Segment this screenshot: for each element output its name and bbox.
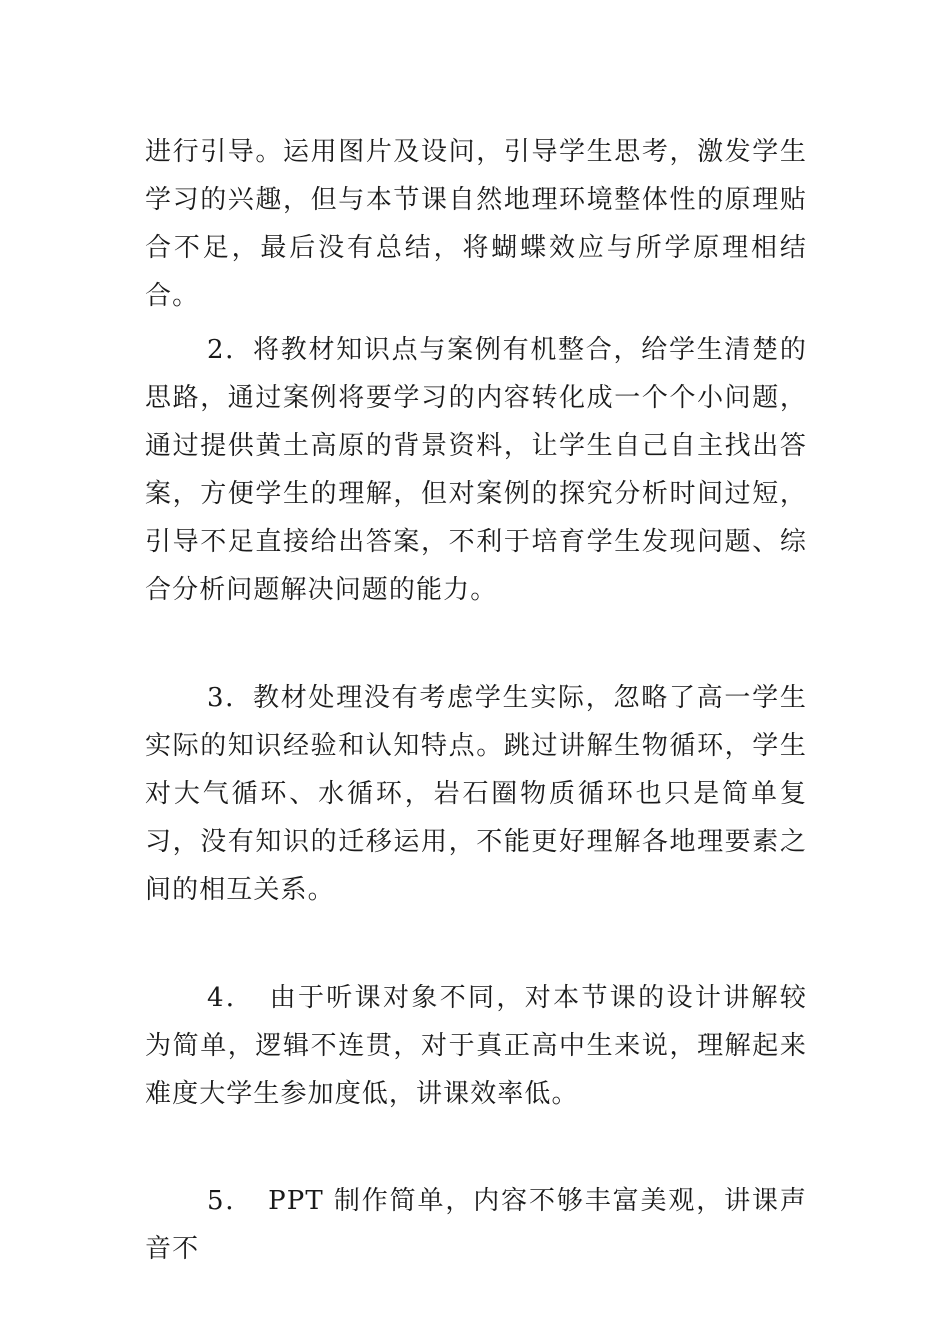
paragraph-intro: 进行引导。运用图片及设问，引导学生思考，激发学生学习的兴趣，但与本节课自然地理环境整体性的原理贴合不足，最后没有总结，将蝴蝶效应与所学原理相结合。 [145,137,807,311]
paragraph-item-5: 5． PPT 制作简单，内容不够丰富美观，讲课声音不 [145,1186,807,1264]
paragraph-item-4: 4． 由于听课对象不同，对本节课的设计讲解较为简单，逻辑不连贯，对于真正高中生来说，理解起来难度大学生参加度低，讲课效率低。 [145,983,807,1109]
paragraph-item-3: 3．教材处理没有考虑学生实际，忽略了高一学生实际的知识经验和认知特点。跳过讲解生物循环，学生对大气循环、水循环，岩石圈物质循环也只是简单复习，没有知识的迁移运用，不能更好理解各地理要素之间的相互关系。 [145,683,807,905]
paragraph-item-2: 2．将教材知识点与案例有机整合，给学生清楚的思路，通过案例将要学习的内容转化成一个个小问题，通过提供黄土高原的背景资料，让学生自己自主找出答案，方便学生的理解，但对案例的探究分析时间过短，引导不足直接给出答案，不利于培育学生发现问题、综合分析问题解决问题的能力。 [145,335,807,605]
